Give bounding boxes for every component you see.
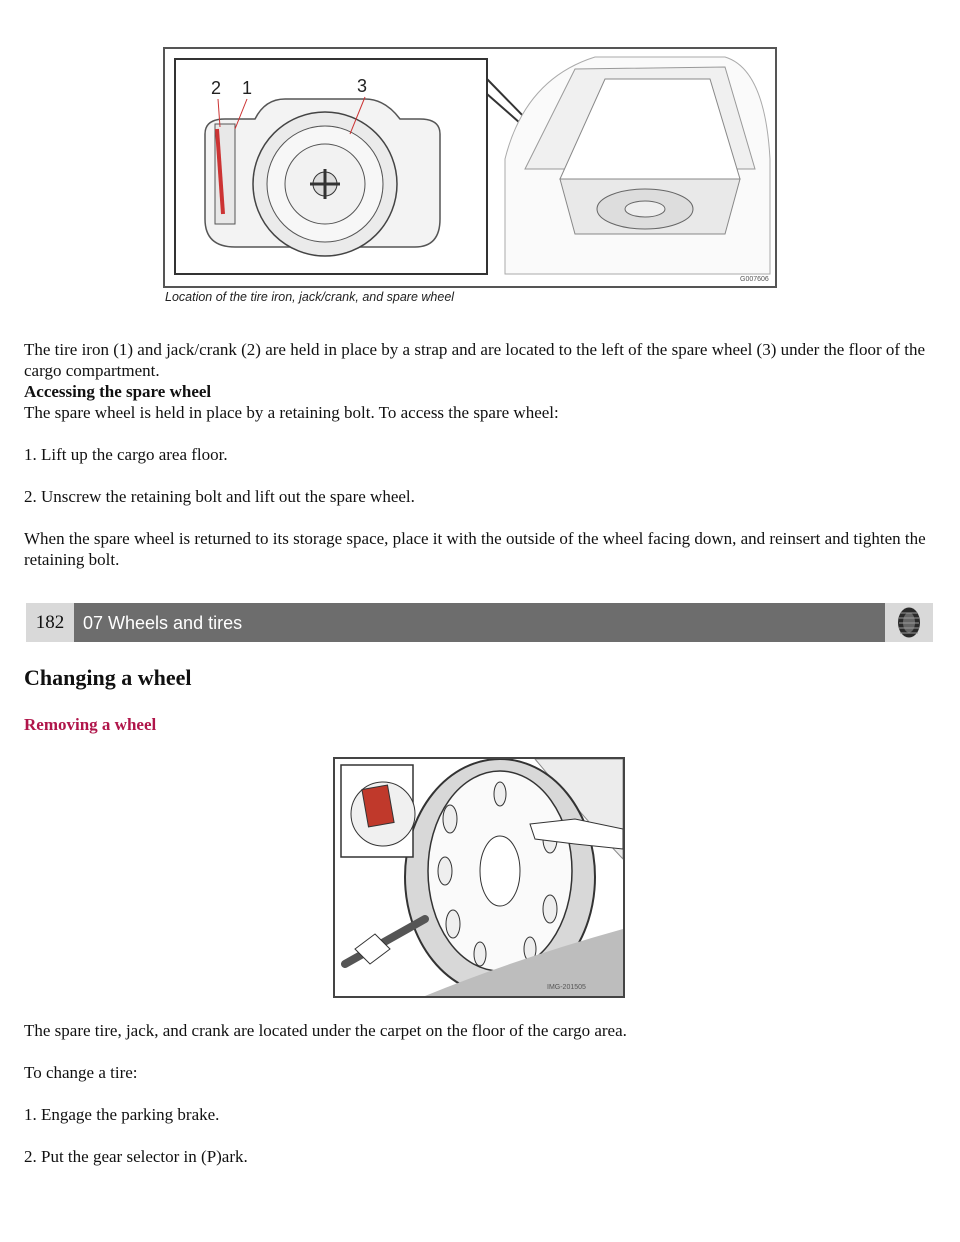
removing-subheading: Removing a wheel — [24, 715, 157, 734]
accessing-step-2: 2. Unscrew the retaining bolt and lift out the spare wheel. — [24, 487, 415, 506]
section-title: 07 Wheels and tires — [83, 613, 243, 633]
figure2-code: IMG-201505 — [547, 984, 586, 991]
accessing-closing: When the spare wheel is returned to its storage space, place it with the outside of the wheel facing down, and reinsert and tighten the retaining bolt. — [24, 529, 926, 569]
changing-step-1: 1. Engage the parking brake. — [24, 1105, 220, 1124]
page-number: 182 — [26, 603, 74, 642]
spare-wheel-illustration — [165, 49, 775, 286]
intro-paragraph: The tire iron (1) and jack/crank (2) are held in place by a strap and are located to the left of the spare wheel (3) under the floor of the cargo compartment. — [24, 340, 926, 380]
wheel-removal-illustration — [335, 759, 623, 996]
spare-wheel-location-figure — [163, 47, 777, 288]
callout-3: 3 — [357, 76, 368, 96]
callout-1: 1 — [242, 78, 253, 98]
changing-text-1: The spare tire, jack, and crank are located under the carpet on the floor of the cargo area. — [24, 1021, 627, 1040]
tire-icon — [885, 603, 933, 642]
accessing-heading: Accessing the spare wheel — [24, 382, 212, 401]
figure-caption: Location of the tire iron, jack/crank, and spare wheel — [165, 290, 455, 304]
section-icon-box — [885, 603, 933, 642]
accessing-step-1: 1. Lift up the cargo area floor. — [24, 445, 228, 464]
accessing-text: The spare wheel is held in place by a retaining bolt. To access the spare wheel: — [24, 403, 559, 422]
changing-step-2: 2. Put the gear selector in (P)ark. — [24, 1147, 248, 1166]
changing-heading: Changing a wheel — [24, 665, 192, 690]
figure-code: G007606 — [740, 276, 769, 283]
callout-2: 2 — [211, 78, 222, 98]
changing-text-2: To change a tire: — [24, 1063, 138, 1082]
section-header-bar — [26, 603, 933, 642]
wheel-removal-figure — [333, 757, 625, 998]
